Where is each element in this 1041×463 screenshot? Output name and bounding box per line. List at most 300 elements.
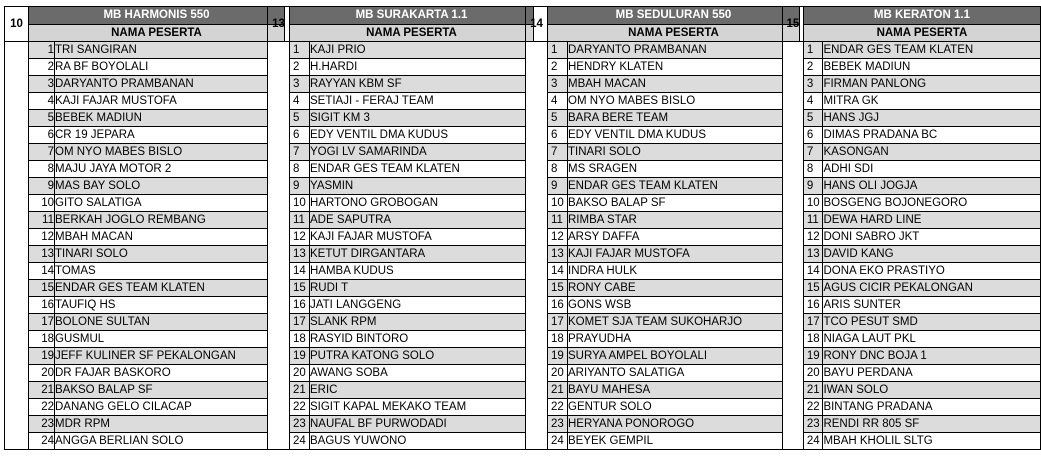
- participant-row: [268, 246, 534, 263]
- group-title: MB KERATON 1.1: [803, 7, 1040, 25]
- participant-row: [5, 297, 285, 314]
- row-number: 6: [290, 127, 310, 144]
- row-number: 6: [29, 127, 55, 144]
- participant-name: IWAN SOLO: [823, 382, 1041, 399]
- row-number: 24: [548, 433, 568, 450]
- participant-row: [783, 144, 1041, 161]
- participant-name: CR 19 JEPARA: [55, 127, 285, 144]
- participant-row: [5, 229, 285, 246]
- row-number: 19: [29, 348, 55, 365]
- column-header-participant-name: NAMA PESERTA: [290, 25, 534, 42]
- participant-name: HANS JGJ: [823, 110, 1041, 127]
- participant-name: OM NYO MABES BISLO: [55, 144, 285, 161]
- participant-name: GITO SALATIGA: [55, 195, 285, 212]
- row-number: 20: [803, 365, 823, 382]
- participant-name: BARA BERE TEAM: [568, 110, 800, 127]
- participant-row: [268, 127, 534, 144]
- participant-row: [268, 331, 534, 348]
- row-number: 17: [29, 314, 55, 331]
- group-title: MB SEDULURAN 550: [548, 7, 800, 25]
- row-number: 8: [548, 161, 568, 178]
- participant-row: [526, 382, 800, 399]
- participant-row: [526, 263, 800, 280]
- participant-name: BERKAH JOGLO REMBANG: [55, 212, 285, 229]
- participant-table: [782, 6, 1041, 450]
- row-number: 5: [290, 110, 310, 127]
- participant-name: SIGIT KAPAL MEKAKO TEAM: [310, 399, 534, 416]
- group-block-10: [4, 6, 285, 450]
- row-number: 2: [290, 59, 310, 76]
- row-number: 11: [290, 212, 310, 229]
- participant-name: GENTUR SOLO: [568, 399, 800, 416]
- participant-row: [268, 433, 534, 450]
- row-number: 17: [290, 314, 310, 331]
- row-number: 8: [29, 161, 55, 178]
- row-number: 22: [548, 399, 568, 416]
- participant-row: [268, 229, 534, 246]
- group-number-spacer: [268, 42, 290, 450]
- row-number: 15: [548, 280, 568, 297]
- row-number: 18: [548, 331, 568, 348]
- row-number: 13: [548, 246, 568, 263]
- participant-name: YOGI LV SAMARINDA: [310, 144, 534, 161]
- participant-row: [268, 178, 534, 195]
- participant-row: [5, 178, 285, 195]
- participant-row: [783, 280, 1041, 297]
- row-number: 16: [803, 297, 823, 314]
- participant-name: RASYID BINTORO: [310, 331, 534, 348]
- row-number: 1: [803, 42, 823, 59]
- participant-name: ANGGA BERLIAN SOLO: [55, 433, 285, 450]
- participant-row: [526, 178, 800, 195]
- participant-name: BAGUS YUWONO: [310, 433, 534, 450]
- row-number: 21: [29, 382, 55, 399]
- row-number: 7: [290, 144, 310, 161]
- row-number: 18: [290, 331, 310, 348]
- participant-name: BEYEK GEMPIL: [568, 433, 800, 450]
- participant-row: [268, 263, 534, 280]
- participant-name: KAJI FAJAR MUSTOFA: [310, 229, 534, 246]
- participant-name: RONY DNC BOJA 1: [823, 348, 1041, 365]
- participant-name: KOMET SJA TEAM SUKOHARJO: [568, 314, 800, 331]
- participant-row: [268, 348, 534, 365]
- participant-name: ENDAR GES TEAM KLATEN: [310, 161, 534, 178]
- participant-name: SETIAJI - FERAJ TEAM: [310, 93, 534, 110]
- participant-row: [5, 348, 285, 365]
- participant-table: [4, 6, 285, 450]
- row-number: 12: [29, 229, 55, 246]
- group-block-15: [782, 6, 1041, 450]
- participant-row: [268, 297, 534, 314]
- participant-name: ENDAR GES TEAM KLATEN: [568, 178, 800, 195]
- row-number: 24: [29, 433, 55, 450]
- participant-name: BAYU PERDANA: [823, 365, 1041, 382]
- row-number: 19: [290, 348, 310, 365]
- participant-name: TAUFIQ HS: [55, 297, 285, 314]
- participant-row: [5, 59, 285, 76]
- row-number: 15: [290, 280, 310, 297]
- participant-row: [268, 416, 534, 433]
- participant-row: [783, 212, 1041, 229]
- participant-row: [5, 161, 285, 178]
- participant-row: [5, 331, 285, 348]
- participant-row: [783, 161, 1041, 178]
- row-number: 10: [803, 195, 823, 212]
- participant-name: KAJI FAJAR MUSTOFA: [55, 93, 285, 110]
- row-number: 23: [290, 416, 310, 433]
- participant-name: BAYU MAHESA: [568, 382, 800, 399]
- row-number: 2: [803, 59, 823, 76]
- row-number: 13: [803, 246, 823, 263]
- participant-name: HARTONO GROBOGAN: [310, 195, 534, 212]
- participant-row: [526, 416, 800, 433]
- participant-row: [526, 331, 800, 348]
- participant-name: MS SRAGEN: [568, 161, 800, 178]
- participant-row: [526, 93, 800, 110]
- participant-name: NIAGA LAUT PKL: [823, 331, 1041, 348]
- participant-row: [5, 314, 285, 331]
- participant-row: [783, 382, 1041, 399]
- participant-name: RUDI T: [310, 280, 534, 297]
- row-number: 16: [29, 297, 55, 314]
- column-header-participant-name: NAMA PESERTA: [548, 25, 800, 42]
- participant-row: [783, 331, 1041, 348]
- participant-row: [783, 127, 1041, 144]
- participant-row: [268, 42, 534, 59]
- participant-row: [268, 280, 534, 297]
- participant-name: BAKSO BALAP SF: [55, 382, 285, 399]
- participant-name: HAMBA KUDUS: [310, 263, 534, 280]
- row-number: 15: [803, 280, 823, 297]
- participant-name: SLANK RPM: [310, 314, 534, 331]
- group-block-13: [267, 6, 534, 450]
- participant-name: DARYANTO PRAMBANAN: [568, 42, 800, 59]
- participant-name: MAS BAY SOLO: [55, 178, 285, 195]
- row-number: 8: [803, 161, 823, 178]
- participant-row: [526, 161, 800, 178]
- participant-row: [526, 110, 800, 127]
- column-header-participant-name: NAMA PESERTA: [29, 25, 285, 42]
- row-number: 10: [548, 195, 568, 212]
- participant-row: [526, 280, 800, 297]
- participant-row: [268, 212, 534, 229]
- participant-row: [5, 42, 285, 59]
- participant-row: [5, 365, 285, 382]
- group-title: MB HARMONIS 550: [29, 7, 285, 25]
- row-number: 21: [548, 382, 568, 399]
- row-number: 3: [29, 76, 55, 93]
- participant-row: [268, 365, 534, 382]
- participant-row: [5, 110, 285, 127]
- row-number: 17: [803, 314, 823, 331]
- row-number: 19: [803, 348, 823, 365]
- row-number: 12: [548, 229, 568, 246]
- row-number: 12: [803, 229, 823, 246]
- row-number: 3: [803, 76, 823, 93]
- participant-name: NAUFAL BF PURWODADI: [310, 416, 534, 433]
- row-number: 24: [290, 433, 310, 450]
- participant-name: PUTRA KATONG SOLO: [310, 348, 534, 365]
- participant-row: [526, 195, 800, 212]
- participant-name: BOSGENG BOJONEGORO: [823, 195, 1041, 212]
- row-number: 1: [548, 42, 568, 59]
- participant-name: DIMAS PRADANA BC: [823, 127, 1041, 144]
- participant-row: [526, 212, 800, 229]
- row-number: 24: [803, 433, 823, 450]
- row-number: 23: [29, 416, 55, 433]
- row-number: 22: [29, 399, 55, 416]
- row-number: 14: [29, 263, 55, 280]
- participant-name: ADHI SDI: [823, 161, 1041, 178]
- participant-row: [783, 365, 1041, 382]
- participant-row: [783, 76, 1041, 93]
- participant-name: ARIS SUNTER: [823, 297, 1041, 314]
- row-number: 14: [290, 263, 310, 280]
- row-number: 22: [803, 399, 823, 416]
- participant-name: HANS OLI JOGJA: [823, 178, 1041, 195]
- row-number: 11: [803, 212, 823, 229]
- participant-row: [268, 144, 534, 161]
- participant-row: [268, 161, 534, 178]
- participant-name: YASMIN: [310, 178, 534, 195]
- participant-row: [526, 127, 800, 144]
- row-number: 4: [803, 93, 823, 110]
- participant-row: [526, 314, 800, 331]
- participant-row: [5, 212, 285, 229]
- group-number: 13: [268, 7, 290, 42]
- participant-row: [526, 229, 800, 246]
- participant-row: [526, 246, 800, 263]
- participant-row: [526, 297, 800, 314]
- participant-name: DR FAJAR BASKORO: [55, 365, 285, 382]
- participant-name: KETUT DIRGANTARA: [310, 246, 534, 263]
- participant-name: SURYA AMPEL BOYOLALI: [568, 348, 800, 365]
- participant-name: MBAH MACAN: [55, 229, 285, 246]
- participant-row: [5, 399, 285, 416]
- group-number: 10: [5, 7, 29, 42]
- participant-name: MBAH MACAN: [568, 76, 800, 93]
- participant-name: DANANG GELO CILACAP: [55, 399, 285, 416]
- participant-row: [526, 144, 800, 161]
- row-number: 5: [29, 110, 55, 127]
- participant-name: TINARI SOLO: [568, 144, 800, 161]
- participant-name: MDR RPM: [55, 416, 285, 433]
- participant-name: BOLONE SULTAN: [55, 314, 285, 331]
- group-number-spacer: [5, 42, 29, 450]
- participant-table: [525, 6, 800, 450]
- row-number: 23: [803, 416, 823, 433]
- participant-name: RAYYAN KBM SF: [310, 76, 534, 93]
- participant-name: RA BF BOYOLALI: [55, 59, 285, 76]
- participant-row: [5, 93, 285, 110]
- row-number: 5: [803, 110, 823, 127]
- participant-name: ADE SAPUTRA: [310, 212, 534, 229]
- participant-row: [783, 229, 1041, 246]
- participant-row: [526, 433, 800, 450]
- group-title: MB SURAKARTA 1.1: [290, 7, 534, 25]
- participant-row: [268, 382, 534, 399]
- row-number: 20: [548, 365, 568, 382]
- participant-row: [783, 433, 1041, 450]
- participant-name: JATI LANGGENG: [310, 297, 534, 314]
- row-number: 21: [803, 382, 823, 399]
- row-number: 18: [29, 331, 55, 348]
- row-number: 4: [290, 93, 310, 110]
- participant-row: [268, 76, 534, 93]
- row-number: 6: [548, 127, 568, 144]
- row-number: 2: [548, 59, 568, 76]
- participant-row: [526, 348, 800, 365]
- row-number: 5: [548, 110, 568, 127]
- row-number: 11: [548, 212, 568, 229]
- row-number: 10: [29, 195, 55, 212]
- participant-row: [268, 399, 534, 416]
- row-number: 8: [290, 161, 310, 178]
- participant-row: [5, 144, 285, 161]
- participant-row: [5, 263, 285, 280]
- participant-row: [268, 195, 534, 212]
- participant-row: [783, 297, 1041, 314]
- participant-name: TINARI SOLO: [55, 246, 285, 263]
- row-number: 9: [29, 178, 55, 195]
- participant-table: [267, 6, 534, 450]
- participant-name: MBAH KHOLIL SLTG: [823, 433, 1041, 450]
- row-number: 1: [290, 42, 310, 59]
- participant-name: H.HARDI: [310, 59, 534, 76]
- participant-name: RIMBA STAR: [568, 212, 800, 229]
- participant-name: JEFF KULINER SF PEKALONGAN: [55, 348, 285, 365]
- participant-name: SIGIT KM 3: [310, 110, 534, 127]
- participant-name: HERYANA PONOROGO: [568, 416, 800, 433]
- participant-name: RONY CABE: [568, 280, 800, 297]
- participant-name: HENDRY KLATEN: [568, 59, 800, 76]
- participant-row: [5, 246, 285, 263]
- participant-name: EDY VENTIL DMA KUDUS: [568, 127, 800, 144]
- row-number: 6: [803, 127, 823, 144]
- participant-row: [5, 382, 285, 399]
- row-number: 22: [290, 399, 310, 416]
- participant-row: [783, 195, 1041, 212]
- participant-name: MITRA GK: [823, 93, 1041, 110]
- participant-name: INDRA HULK: [568, 263, 800, 280]
- participant-row: [5, 127, 285, 144]
- group-number: 15: [783, 7, 804, 42]
- participant-name: AGUS CICIR PEKALONGAN: [823, 280, 1041, 297]
- row-number: 19: [548, 348, 568, 365]
- row-number: 13: [290, 246, 310, 263]
- participant-row: [783, 348, 1041, 365]
- participant-name: KAJI PRIO: [310, 42, 534, 59]
- participant-row: [526, 42, 800, 59]
- row-number: 9: [548, 178, 568, 195]
- row-number: 15: [29, 280, 55, 297]
- row-number: 20: [29, 365, 55, 382]
- participant-row: [783, 93, 1041, 110]
- group-number-spacer: [526, 42, 548, 450]
- participant-name: BINTANG PRADANA: [823, 399, 1041, 416]
- group-block-14: [525, 6, 800, 450]
- row-number: 1: [29, 42, 55, 59]
- participant-name: DONA EKO PRASTIYO: [823, 263, 1041, 280]
- row-number: 7: [803, 144, 823, 161]
- participant-row: [5, 76, 285, 93]
- participant-row: [783, 42, 1041, 59]
- row-number: 21: [290, 382, 310, 399]
- row-number: 12: [290, 229, 310, 246]
- row-number: 3: [290, 76, 310, 93]
- participant-name: ARIYANTO SALATIGA: [568, 365, 800, 382]
- row-number: 10: [290, 195, 310, 212]
- participant-row: [5, 195, 285, 212]
- participant-name: GUSMUL: [55, 331, 285, 348]
- column-header-participant-name: NAMA PESERTA: [803, 25, 1040, 42]
- participant-row: [526, 399, 800, 416]
- row-number: 23: [548, 416, 568, 433]
- participant-name: KAJI FAJAR MUSTOFA: [568, 246, 800, 263]
- participant-name: ERIC: [310, 382, 534, 399]
- row-number: 9: [290, 178, 310, 195]
- participant-name: OM NYO MABES BISLO: [568, 93, 800, 110]
- row-number: 4: [548, 93, 568, 110]
- row-number: 17: [548, 314, 568, 331]
- participant-name: ARSY DAFFA: [568, 229, 800, 246]
- row-number: 9: [803, 178, 823, 195]
- participant-row: [783, 246, 1041, 263]
- participant-name: DONI SABRO JKT: [823, 229, 1041, 246]
- participant-name: FIRMAN PANLONG: [823, 76, 1041, 93]
- participant-name: DEWA HARD LINE: [823, 212, 1041, 229]
- group-number-spacer: [783, 42, 804, 450]
- participant-row: [783, 263, 1041, 280]
- participant-row: [268, 110, 534, 127]
- participant-row: [783, 59, 1041, 76]
- participant-row: [783, 399, 1041, 416]
- participant-name: MAJU JAYA MOTOR 2: [55, 161, 285, 178]
- row-number: 3: [548, 76, 568, 93]
- participant-name: BEBEK MADIUN: [823, 59, 1041, 76]
- participant-row: [5, 433, 285, 450]
- participant-row: [783, 178, 1041, 195]
- row-number: 14: [548, 263, 568, 280]
- row-number: 20: [290, 365, 310, 382]
- row-number: 4: [29, 93, 55, 110]
- row-number: 2: [29, 59, 55, 76]
- row-number: 18: [803, 331, 823, 348]
- participant-name: TCO PESUT SMD: [823, 314, 1041, 331]
- participant-row: [268, 93, 534, 110]
- row-number: 7: [548, 144, 568, 161]
- row-number: 16: [290, 297, 310, 314]
- participant-row: [5, 416, 285, 433]
- participant-row: [268, 314, 534, 331]
- participant-name: KASONGAN: [823, 144, 1041, 161]
- participant-name: DAVID KANG: [823, 246, 1041, 263]
- participant-row: [526, 365, 800, 382]
- participant-name: EDY VENTIL DMA KUDUS: [310, 127, 534, 144]
- participant-name: GONS WSB: [568, 297, 800, 314]
- participant-name: DARYANTO PRAMBANAN: [55, 76, 285, 93]
- participant-row: [526, 59, 800, 76]
- participant-name: TRI SANGIRAN: [55, 42, 285, 59]
- participant-name: TOMAS: [55, 263, 285, 280]
- row-number: 14: [803, 263, 823, 280]
- participant-row: [5, 280, 285, 297]
- participant-name: PRAYUDHA: [568, 331, 800, 348]
- participant-row: [783, 110, 1041, 127]
- participant-row: [526, 76, 800, 93]
- participant-name: BAKSO BALAP SF: [568, 195, 800, 212]
- participant-name: RENDI RR 805 SF: [823, 416, 1041, 433]
